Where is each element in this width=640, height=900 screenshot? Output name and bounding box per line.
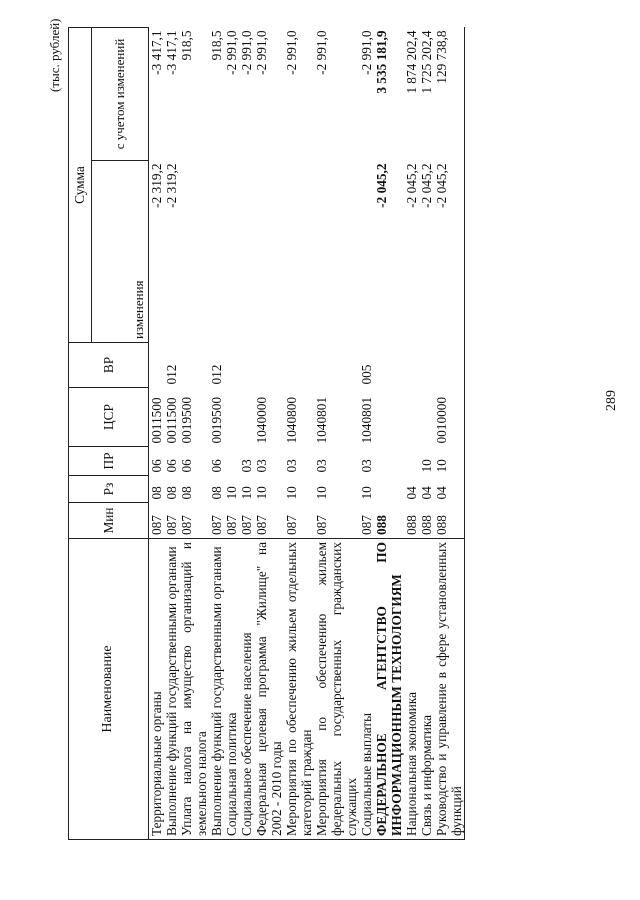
cell-pr: 06	[164, 459, 179, 473]
cell-change	[209, 161, 224, 343]
cell-total: -2 991,0	[254, 30, 269, 75]
cell-name: Территориальные органы	[149, 539, 165, 840]
table-row	[239, 28, 254, 840]
cell-name: Социальная политика	[224, 539, 239, 840]
cell-total: -3 417,1	[164, 30, 179, 75]
cell-csr: 1040801	[359, 396, 374, 444]
cell-name: Выполнение функций государственными органами	[164, 539, 179, 840]
cell-vr	[314, 343, 359, 388]
table-header	[69, 28, 149, 840]
cell-csr: 0011500	[149, 397, 164, 444]
header-name: Наименование	[69, 539, 149, 840]
cell-change	[179, 161, 209, 343]
cell-pr: 10	[419, 459, 434, 473]
cell-pr: 03	[239, 459, 254, 473]
cell-vr	[179, 343, 209, 388]
cell-name: Национальная экономика	[404, 539, 419, 840]
cell-pr	[224, 447, 239, 476]
cell-rz: 04	[434, 476, 465, 503]
cell-rz	[374, 476, 404, 503]
cell-total: -2 991,0	[314, 30, 329, 75]
table-row	[314, 28, 359, 840]
cell-rz: 08	[164, 486, 179, 500]
cell-min: 087	[164, 515, 179, 535]
cell-name: Мероприятия по обеспечению жильем отдельных категорий граждан	[284, 539, 314, 840]
header-vr: ВР	[69, 343, 149, 388]
header-sum: Сумма	[69, 28, 92, 343]
table-row	[284, 28, 314, 840]
cell-csr: 1040000	[254, 396, 269, 444]
cell-rz: 08	[209, 486, 224, 500]
cell-vr: 012	[164, 364, 179, 385]
table-row	[434, 28, 465, 840]
cell-rz: 08	[179, 486, 194, 500]
cell-min: 087	[149, 515, 164, 535]
cell-pr: 03	[254, 459, 269, 473]
cell-min: 087	[179, 515, 194, 535]
cell-vr	[419, 343, 434, 388]
table-row	[224, 28, 239, 840]
cell-total: -2 991,0	[239, 30, 254, 75]
cell-change	[254, 161, 284, 343]
budget-table	[68, 27, 465, 840]
cell-vr	[254, 343, 284, 388]
header-csr: ЦСР	[69, 388, 149, 447]
page-number: 289	[604, 390, 619, 411]
cell-name: Связь и информатика	[419, 539, 434, 840]
cell-min: 087	[239, 515, 254, 535]
table-body	[149, 28, 465, 840]
cell-change: -2 319,2	[164, 163, 179, 208]
cell-csr	[374, 388, 404, 447]
cell-total: -2 991,0	[224, 30, 239, 75]
cell-pr: 06	[209, 459, 224, 473]
unit-note: (тыс. рублей)	[47, 18, 62, 92]
cell-csr: 1040800	[284, 396, 299, 444]
cell-rz: 10	[239, 486, 254, 500]
cell-min: 087	[284, 515, 299, 535]
cell-total: -3 417,1	[149, 30, 164, 75]
cell-min: 088	[419, 515, 434, 535]
cell-vr: 005	[359, 364, 374, 385]
cell-total: 918,5	[209, 30, 224, 61]
table-row	[149, 28, 165, 840]
cell-rz: 08	[149, 486, 164, 500]
cell-pr: 06	[149, 459, 164, 473]
cell-vr: 012	[209, 364, 224, 385]
cell-change	[284, 161, 314, 343]
header-pr: ПР	[69, 447, 149, 476]
cell-rz: 10	[224, 486, 239, 500]
cell-min: 087	[224, 515, 239, 535]
cell-name: ФЕДЕРАЛЬНОЕ АГЕНТСТВО ПО ИНФОРМАЦИОННЫМ ТЕХНОЛОГИЯМ	[374, 539, 404, 840]
table-row	[164, 28, 179, 840]
cell-pr: 10	[434, 447, 465, 476]
cell-rz: 10	[314, 486, 329, 500]
cell-min: 087	[314, 515, 329, 535]
table-row	[179, 28, 209, 840]
cell-min: 088	[404, 515, 419, 535]
cell-total: -2 991,0	[359, 30, 374, 75]
header-min: Мин	[69, 503, 149, 539]
header-total: с учетом изменений	[92, 28, 149, 161]
cell-vr	[224, 343, 239, 388]
cell-csr: 0019500	[179, 396, 194, 444]
cell-name: Выполнение функций государственными органами	[209, 539, 224, 840]
cell-total: 918,5	[179, 30, 194, 61]
cell-rz: 04	[404, 486, 419, 500]
cell-name: Социальное обеспечение населения	[239, 539, 254, 840]
cell-total: 129 738,8	[434, 28, 465, 161]
cell-pr: 03	[314, 459, 329, 473]
table-row	[359, 28, 374, 840]
cell-name: Социальные выплаты	[359, 539, 374, 840]
cell-name: Мероприятия по обеспечению жильем федеральных государственных гражданских служащих	[314, 539, 359, 840]
cell-csr	[404, 388, 419, 447]
table-row	[404, 28, 419, 840]
cell-vr	[149, 343, 165, 388]
cell-pr	[374, 447, 404, 476]
cell-csr	[419, 388, 434, 447]
cell-csr: 1040801	[314, 396, 329, 444]
cell-pr	[404, 447, 419, 476]
cell-change	[239, 161, 254, 343]
cell-vr	[404, 343, 419, 388]
cell-min: 087	[254, 515, 269, 535]
cell-rz: 10	[254, 486, 269, 500]
cell-change: -2 045,2	[419, 163, 434, 208]
cell-change: -2 045,2	[404, 163, 419, 208]
cell-csr	[224, 388, 239, 447]
cell-change	[224, 161, 239, 343]
cell-pr: 06	[179, 459, 194, 473]
cell-name: Федеральная целевая программа "Жилище" на 2002 - 2010 годы	[254, 539, 284, 840]
cell-vr	[284, 343, 314, 388]
cell-csr: 0019500	[209, 396, 224, 444]
table-row	[419, 28, 434, 840]
table-row	[374, 28, 404, 840]
header-rz: Рз	[69, 476, 149, 503]
cell-total: -2 991,0	[284, 30, 299, 75]
cell-min: 087	[209, 515, 224, 535]
cell-min: 088	[374, 515, 389, 535]
cell-vr	[434, 343, 465, 388]
cell-pr: 03	[359, 459, 374, 473]
cell-rz: 04	[419, 486, 434, 500]
cell-change: -2 319,2	[149, 163, 164, 208]
cell-rz: 10	[359, 486, 374, 500]
table-row	[254, 28, 284, 840]
cell-min: 088	[434, 503, 465, 539]
cell-change: -2 045,2	[434, 161, 465, 343]
cell-csr: 0010000	[434, 388, 465, 447]
table-row	[209, 28, 224, 840]
cell-pr: 03	[284, 459, 299, 473]
cell-change: -2 045,2	[374, 163, 389, 208]
cell-vr	[374, 343, 404, 388]
cell-total: 3 535 181,9	[374, 30, 389, 94]
cell-name: Руководство и управление в сфере установленных функций	[434, 539, 465, 840]
cell-vr	[239, 343, 254, 388]
cell-min: 087	[359, 515, 374, 535]
cell-name: Уплата налога на имущество организаций и земельного налога	[179, 539, 209, 840]
cell-change	[359, 161, 374, 343]
cell-change	[314, 161, 359, 343]
cell-csr	[239, 388, 254, 447]
cell-total: 1 725 202,4	[419, 30, 434, 94]
cell-csr: 0011500	[164, 397, 179, 444]
cell-total: 1 874 202,4	[404, 30, 419, 94]
header-change: изменения	[92, 161, 149, 343]
cell-rz: 10	[284, 486, 299, 500]
